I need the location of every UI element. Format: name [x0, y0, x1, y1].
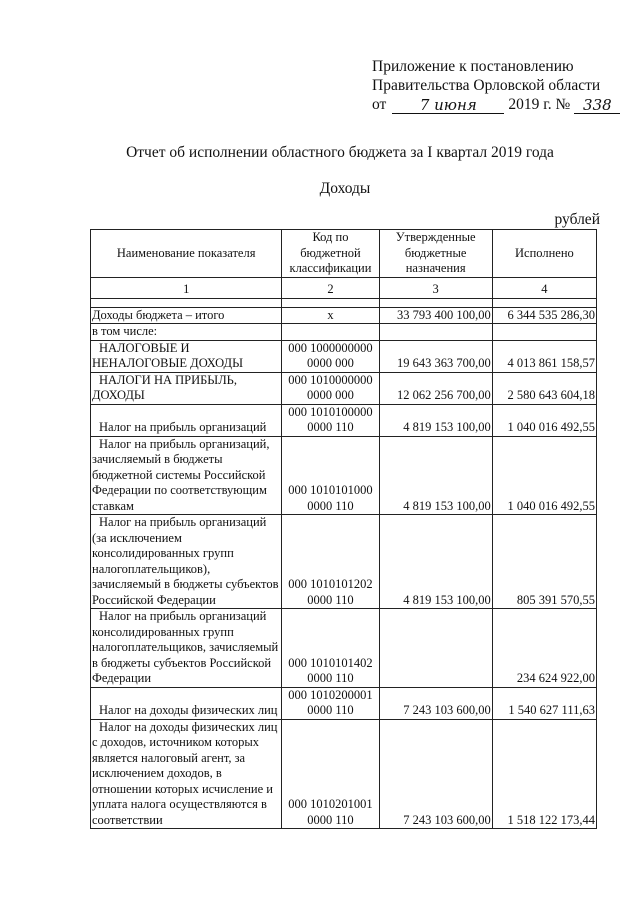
row-name-cell: НАЛОГИ НА ПРИБЫЛЬ, ДОХОДЫ: [91, 372, 282, 404]
row-plan-cell: 4 819 153 100,00: [379, 515, 492, 609]
table-row: [91, 609, 597, 688]
column-number: 2: [282, 277, 379, 298]
header-exec: Исполнено: [492, 230, 596, 278]
appendix-header: [372, 57, 620, 114]
handwritten-number: 338: [574, 98, 620, 114]
spacer-row: [91, 298, 597, 307]
row-code-cell: x: [282, 307, 379, 324]
row-name-cell: Налог на прибыль организаций консолидированных групп налогоплательщиков, зачисляемый в бюджеты субъектов Российской Федерации: [91, 609, 282, 688]
header-plan: Утвержденные бюджетные назначения: [379, 230, 492, 278]
table-header-row: [91, 230, 597, 278]
row-exec-cell: 1 040 016 492,55: [492, 404, 596, 436]
row-code-cell: 000 1010100000 0000 110: [282, 404, 379, 436]
table-row: [91, 324, 597, 341]
row-exec-cell: 1 518 122 173,44: [492, 719, 596, 829]
row-exec-cell: 4 013 861 158,57: [492, 340, 596, 372]
row-plan-cell: 19 643 363 700,00: [379, 340, 492, 372]
table-row: [91, 372, 597, 404]
header-name: Наименование показателя: [91, 230, 282, 278]
row-plan-cell: [379, 324, 492, 341]
row-name-cell: Налог на доходы физических лиц с доходов, источником которых является налоговый агент, за исключением доходов, в отношении которых исчисление и уплата налога осуществляются в соответствии: [91, 719, 282, 829]
row-name-cell: Налог на прибыль организаций: [91, 404, 282, 436]
column-number: 3: [379, 277, 492, 298]
row-exec-cell: 6 344 535 286,30: [492, 307, 596, 324]
date-prefix: от: [372, 96, 387, 113]
table-row: [91, 436, 597, 515]
row-code-cell: 000 1010101402 0000 110: [282, 609, 379, 688]
row-name-cell: Налог на прибыль организаций (за исключением консолидированных групп налогоплательщиков), зачисляемый в бюджеты субъектов Российской Федерации: [91, 515, 282, 609]
handwritten-date: 7 июня: [392, 98, 504, 114]
table-row: [91, 404, 597, 436]
row-code-cell: 000 1010101202 0000 110: [282, 515, 379, 609]
row-name-cell: Доходы бюджета – итого: [91, 307, 282, 324]
table-row: [91, 307, 597, 324]
row-code-cell: 000 1010101000 0000 110: [282, 436, 379, 515]
column-number: 4: [492, 277, 596, 298]
decree-date-line: [372, 95, 620, 114]
row-plan-cell: 12 062 256 700,00: [379, 372, 492, 404]
row-plan-cell: 33 793 400 100,00: [379, 307, 492, 324]
table-row: [91, 515, 597, 609]
year-and-number-label: 2019 г. №: [508, 96, 571, 113]
table-row: [91, 687, 597, 719]
table-row: [91, 340, 597, 372]
column-number: 1: [91, 277, 282, 298]
row-plan-cell: 4 819 153 100,00: [379, 404, 492, 436]
appendix-line-1: Приложение к постановлению: [372, 58, 574, 75]
row-code-cell: 000 1000000000 0000 000: [282, 340, 379, 372]
row-plan-cell: 7 243 103 600,00: [379, 719, 492, 829]
table-row: [91, 719, 597, 829]
row-code-cell: 000 1010000000 0000 000: [282, 372, 379, 404]
row-name-cell: Налог на прибыль организаций, зачисляемый в бюджеты бюджетной системы Российской Федерации по соответствующим ставкам: [91, 436, 282, 515]
row-exec-cell: 1 540 627 111,63: [492, 687, 596, 719]
row-code-cell: 000 1010200001 0000 110: [282, 687, 379, 719]
row-exec-cell: 805 391 570,55: [492, 515, 596, 609]
row-exec-cell: 1 040 016 492,55: [492, 436, 596, 515]
report-title: Отчет об исполнении областного бюджета за I квартал 2019 года: [126, 144, 554, 161]
header-code: Код по бюджетной классификации: [282, 230, 379, 278]
currency-units: рублей: [554, 211, 600, 228]
income-table: [90, 229, 597, 829]
row-plan-cell: 7 243 103 600,00: [379, 687, 492, 719]
row-name-cell: НАЛОГОВЫЕ И НЕНАЛОГОВЫЕ ДОХОДЫ: [91, 340, 282, 372]
row-plan-cell: 4 819 153 100,00: [379, 436, 492, 515]
appendix-line-2: Правительства Орловской области: [372, 77, 601, 94]
row-exec-cell: 2 580 643 604,18: [492, 372, 596, 404]
row-name-cell: в том числе:: [91, 324, 282, 341]
table-body: [91, 307, 597, 829]
row-code-cell: [282, 324, 379, 341]
row-plan-cell: [379, 609, 492, 688]
row-name-cell: Налог на доходы физических лиц: [91, 687, 282, 719]
row-exec-cell: [492, 324, 596, 341]
column-number-row: [91, 277, 597, 298]
row-exec-cell: 234 624 922,00: [492, 609, 596, 688]
report-subtitle: Доходы: [319, 180, 371, 197]
row-code-cell: 000 1010201001 0000 110: [282, 719, 379, 829]
